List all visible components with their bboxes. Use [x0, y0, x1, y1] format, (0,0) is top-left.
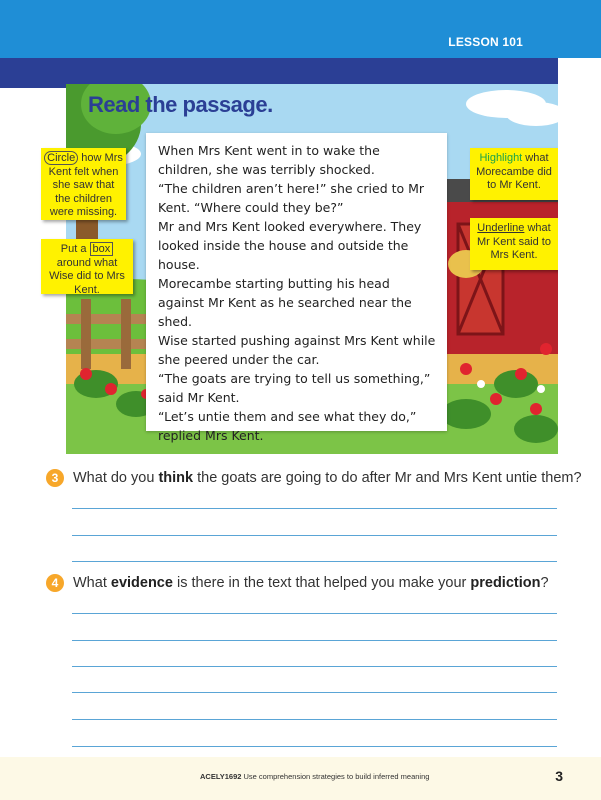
box-instruction-note [41, 239, 133, 294]
page-title: Read the passage. [88, 92, 273, 117]
answer-line[interactable] [72, 640, 557, 641]
box-instruction-text: around what Wise did to Mrs Kent. [49, 256, 125, 296]
question-number-badge: 3 [46, 469, 64, 487]
passage-paragraph: “Let’s untie them and see what they do,” replied Mrs Kent. [158, 409, 417, 443]
question-3 [46, 469, 582, 487]
question-text: What do you think the goats are going to do after Mr and Mrs Kent untie them? [73, 470, 582, 486]
underline-keyword: Underline [477, 222, 525, 234]
answer-line[interactable] [72, 719, 557, 720]
answer-line[interactable] [72, 508, 557, 509]
passage-paragraph: Mr and Mrs Kent looked everywhere. They looked inside the house and outside the house. [158, 219, 422, 272]
curriculum-code: ACELY1692 Use comprehension strategies to build inferred meaning [200, 772, 430, 781]
answer-line[interactable] [72, 561, 557, 562]
underline-instruction-note [470, 218, 558, 270]
circle-instruction-note [41, 148, 126, 220]
reading-passage [146, 133, 447, 443]
circle-keyword: Circle [44, 151, 78, 165]
header-bar [0, 0, 601, 58]
highlight-instruction-text: what Morecambe did to Mr Kent. [476, 152, 552, 191]
page-margin [558, 84, 601, 757]
box-keyword: box [90, 242, 114, 256]
question-4 [46, 574, 549, 592]
lesson-label: LESSON 101 [448, 35, 523, 49]
circle-instruction-text: how Mrs Kent felt when she saw that the children were missing. [48, 152, 123, 218]
answer-line[interactable] [72, 666, 557, 667]
answer-line[interactable] [72, 746, 557, 747]
passage-paragraph: “The goats are trying to tell us something,” said Mr Kent. [158, 371, 431, 405]
question-text: What evidence is there in the text that helped you make your prediction? [73, 575, 549, 591]
highlight-keyword: Highlight [479, 152, 523, 164]
passage-paragraph: “The children aren’t here!” she cried to Mr Kent. “Where could they be?” [158, 181, 425, 215]
answer-line[interactable] [72, 535, 557, 536]
page-number: 3 [555, 768, 563, 784]
underline-instruction-text: what Mr Kent said to Mrs Kent. [477, 222, 551, 261]
passage-paragraph: Wise started pushing against Mrs Kent while she peered under the car. [158, 333, 436, 367]
highlight-instruction-note [470, 148, 558, 200]
answer-line[interactable] [72, 613, 557, 614]
box-instruction-prefix: Put a [60, 243, 90, 255]
question-number-badge: 4 [46, 574, 64, 592]
passage-paragraph: Morecambe starting butting his head against Mr Kent as he searched near the shed. [158, 276, 412, 329]
answer-line[interactable] [72, 692, 557, 693]
passage-paragraph: When Mrs Kent went in to wake the children, she was terribly shocked. [158, 143, 380, 177]
